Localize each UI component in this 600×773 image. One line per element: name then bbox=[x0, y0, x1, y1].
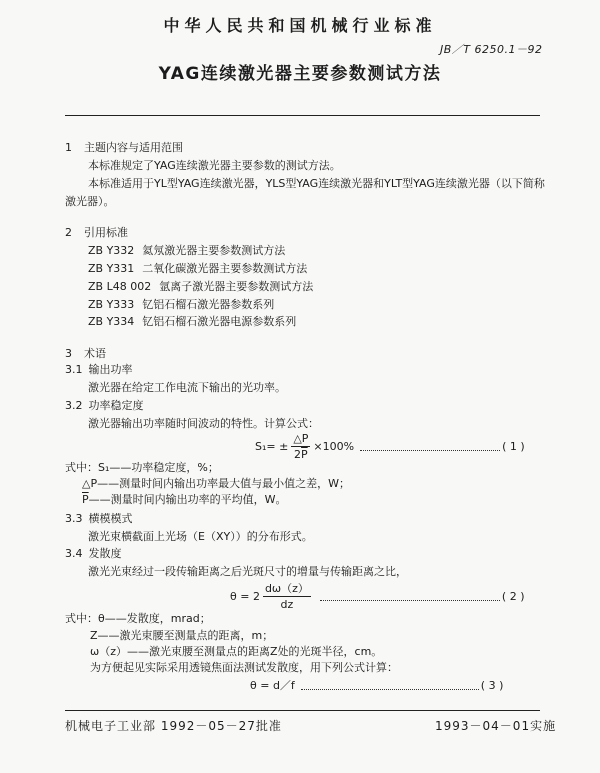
issuing-organization: 中华人民共和国机械行业标准 bbox=[163, 16, 437, 35]
term-3-4-heading bbox=[65, 547, 122, 561]
section-number: 3 bbox=[65, 347, 72, 360]
reference-code: ZB L48 002 bbox=[88, 280, 152, 293]
formula-2-numerator: dω（z） bbox=[264, 581, 309, 595]
section-1-heading bbox=[65, 141, 183, 155]
term-3-4-body: 激光光束经过一段传输距离之后光斑尺寸的增量与传输距离之比， bbox=[88, 565, 407, 578]
where-line: ω（z）——激光束腰至测量点的距离Z处的光斑半径，cm。 bbox=[90, 645, 383, 658]
term-3-1-body: 激光器在给定工作电流下输出的光功率。 bbox=[88, 381, 286, 394]
where-line: Z——激光束腰至测量点的距离，m； bbox=[90, 629, 274, 642]
reference-item bbox=[88, 315, 296, 329]
reference-item bbox=[88, 298, 274, 312]
where-line: 式中：θ——发散度，mrad； bbox=[65, 612, 211, 625]
dot-leader bbox=[301, 689, 479, 690]
reference-code: ZB Y331 bbox=[88, 262, 135, 275]
equation-number: ( 3 ) bbox=[480, 678, 504, 692]
formula-1-fraction bbox=[291, 432, 310, 461]
term-label: 输出功率 bbox=[88, 363, 133, 376]
reference-code: ZB Y334 bbox=[88, 315, 135, 328]
section-title: 主题内容与适用范围 bbox=[84, 141, 183, 154]
section-1-para-2-line-2: 激光器）。 bbox=[65, 195, 115, 208]
term-label: 发散度 bbox=[88, 547, 122, 560]
section-number: 2 bbox=[65, 226, 72, 239]
reference-title: 氦氖激光器主要参数测试方法 bbox=[142, 244, 286, 257]
approval-date: 机械电子工业部 1992－05－27批准 bbox=[65, 719, 282, 733]
dot-leader bbox=[360, 450, 500, 451]
method-note: 为方便起见实际采用透镜焦面法测试发散度，用下列公式计算： bbox=[90, 661, 398, 674]
reference-title: 钇铝石榴石激光器参数系列 bbox=[142, 298, 275, 311]
formula-1-denominator bbox=[294, 447, 308, 461]
equation-number: ( 1 ) bbox=[502, 439, 525, 453]
term-number: 3.3 bbox=[65, 512, 83, 525]
where-line: 式中：S₁——功率稳定度，%； bbox=[65, 461, 219, 474]
formula-2-fraction bbox=[263, 582, 311, 611]
formula-1-lhs: S₁= ± bbox=[255, 439, 289, 453]
denominator-coefficient: 2 bbox=[294, 447, 302, 461]
formula-2-lhs: θ = 2 bbox=[230, 589, 260, 603]
reference-item bbox=[88, 280, 313, 294]
formula-1-numerator: △P bbox=[293, 431, 309, 445]
term-3-2-body: 激光器输出功率随时间波动的特性。计算公式： bbox=[88, 417, 319, 430]
term-number: 3.1 bbox=[65, 363, 83, 376]
term-3-2-heading bbox=[65, 399, 144, 413]
formula-1-factor: ×100% bbox=[313, 439, 355, 453]
term-3-1-heading bbox=[65, 363, 133, 377]
document-title: YAG连续激光器主要参数测试方法 bbox=[158, 64, 442, 84]
section-3-heading bbox=[65, 347, 106, 361]
section-1-para-2-line-1: 本标准适用于YL型YAG连续激光器，YLS型YAG连续激光器和YLT型YAG连续激光器（以下简称 bbox=[88, 177, 545, 190]
term-number: 3.4 bbox=[65, 547, 83, 560]
section-1-para-1: 本标准规定了YAG连续激光器主要参数的测试方法。 bbox=[88, 159, 341, 172]
effective-date: 1993－04－01实施 bbox=[435, 719, 557, 733]
formula-2 bbox=[230, 581, 525, 611]
formula-3-expression: θ = d／f bbox=[250, 678, 295, 692]
term-label: 横模模式 bbox=[88, 512, 133, 525]
header-rule bbox=[65, 115, 540, 116]
reference-item bbox=[88, 262, 307, 276]
reference-code: ZB Y333 bbox=[88, 298, 135, 311]
denominator-symbol: $\overline{P}$ bbox=[301, 447, 308, 461]
section-title: 术语 bbox=[84, 347, 106, 360]
equation-number: ( 2 ) bbox=[501, 589, 525, 603]
term-3-3-heading bbox=[65, 512, 133, 526]
term-label: 功率稳定度 bbox=[88, 399, 144, 412]
term-3-3-body: 激光束横截面上光场（E（XY））的分布形式。 bbox=[88, 530, 313, 543]
where-line: △P——测量时间内输出功率最大值与最小值之差，W； bbox=[82, 477, 350, 490]
section-title: 引用标准 bbox=[84, 226, 128, 239]
mean-power-symbol: $\overline{P}$ bbox=[82, 493, 89, 506]
section-number: 1 bbox=[65, 141, 72, 154]
formula-3 bbox=[250, 670, 503, 700]
reference-item bbox=[88, 244, 285, 258]
section-2-heading bbox=[65, 226, 128, 240]
standard-code: JB／T 6250.1－92 bbox=[440, 43, 543, 56]
formula-2-denominator: dz bbox=[280, 597, 294, 611]
reference-title: 氩离子激光器主要参数测试方法 bbox=[159, 280, 314, 293]
where-line bbox=[82, 493, 287, 507]
reference-title: 钇铝石榴石激光器电源参数系列 bbox=[142, 315, 297, 328]
formula-1 bbox=[255, 431, 525, 461]
dot-leader bbox=[320, 600, 500, 601]
reference-code: ZB Y332 bbox=[88, 244, 135, 257]
reference-title: 二氧化碳激光器主要参数测试方法 bbox=[142, 262, 308, 275]
where-description: ——测量时间内输出功率的平均值，W。 bbox=[88, 493, 287, 506]
footer-rule bbox=[65, 710, 540, 711]
term-number: 3.2 bbox=[65, 399, 83, 412]
